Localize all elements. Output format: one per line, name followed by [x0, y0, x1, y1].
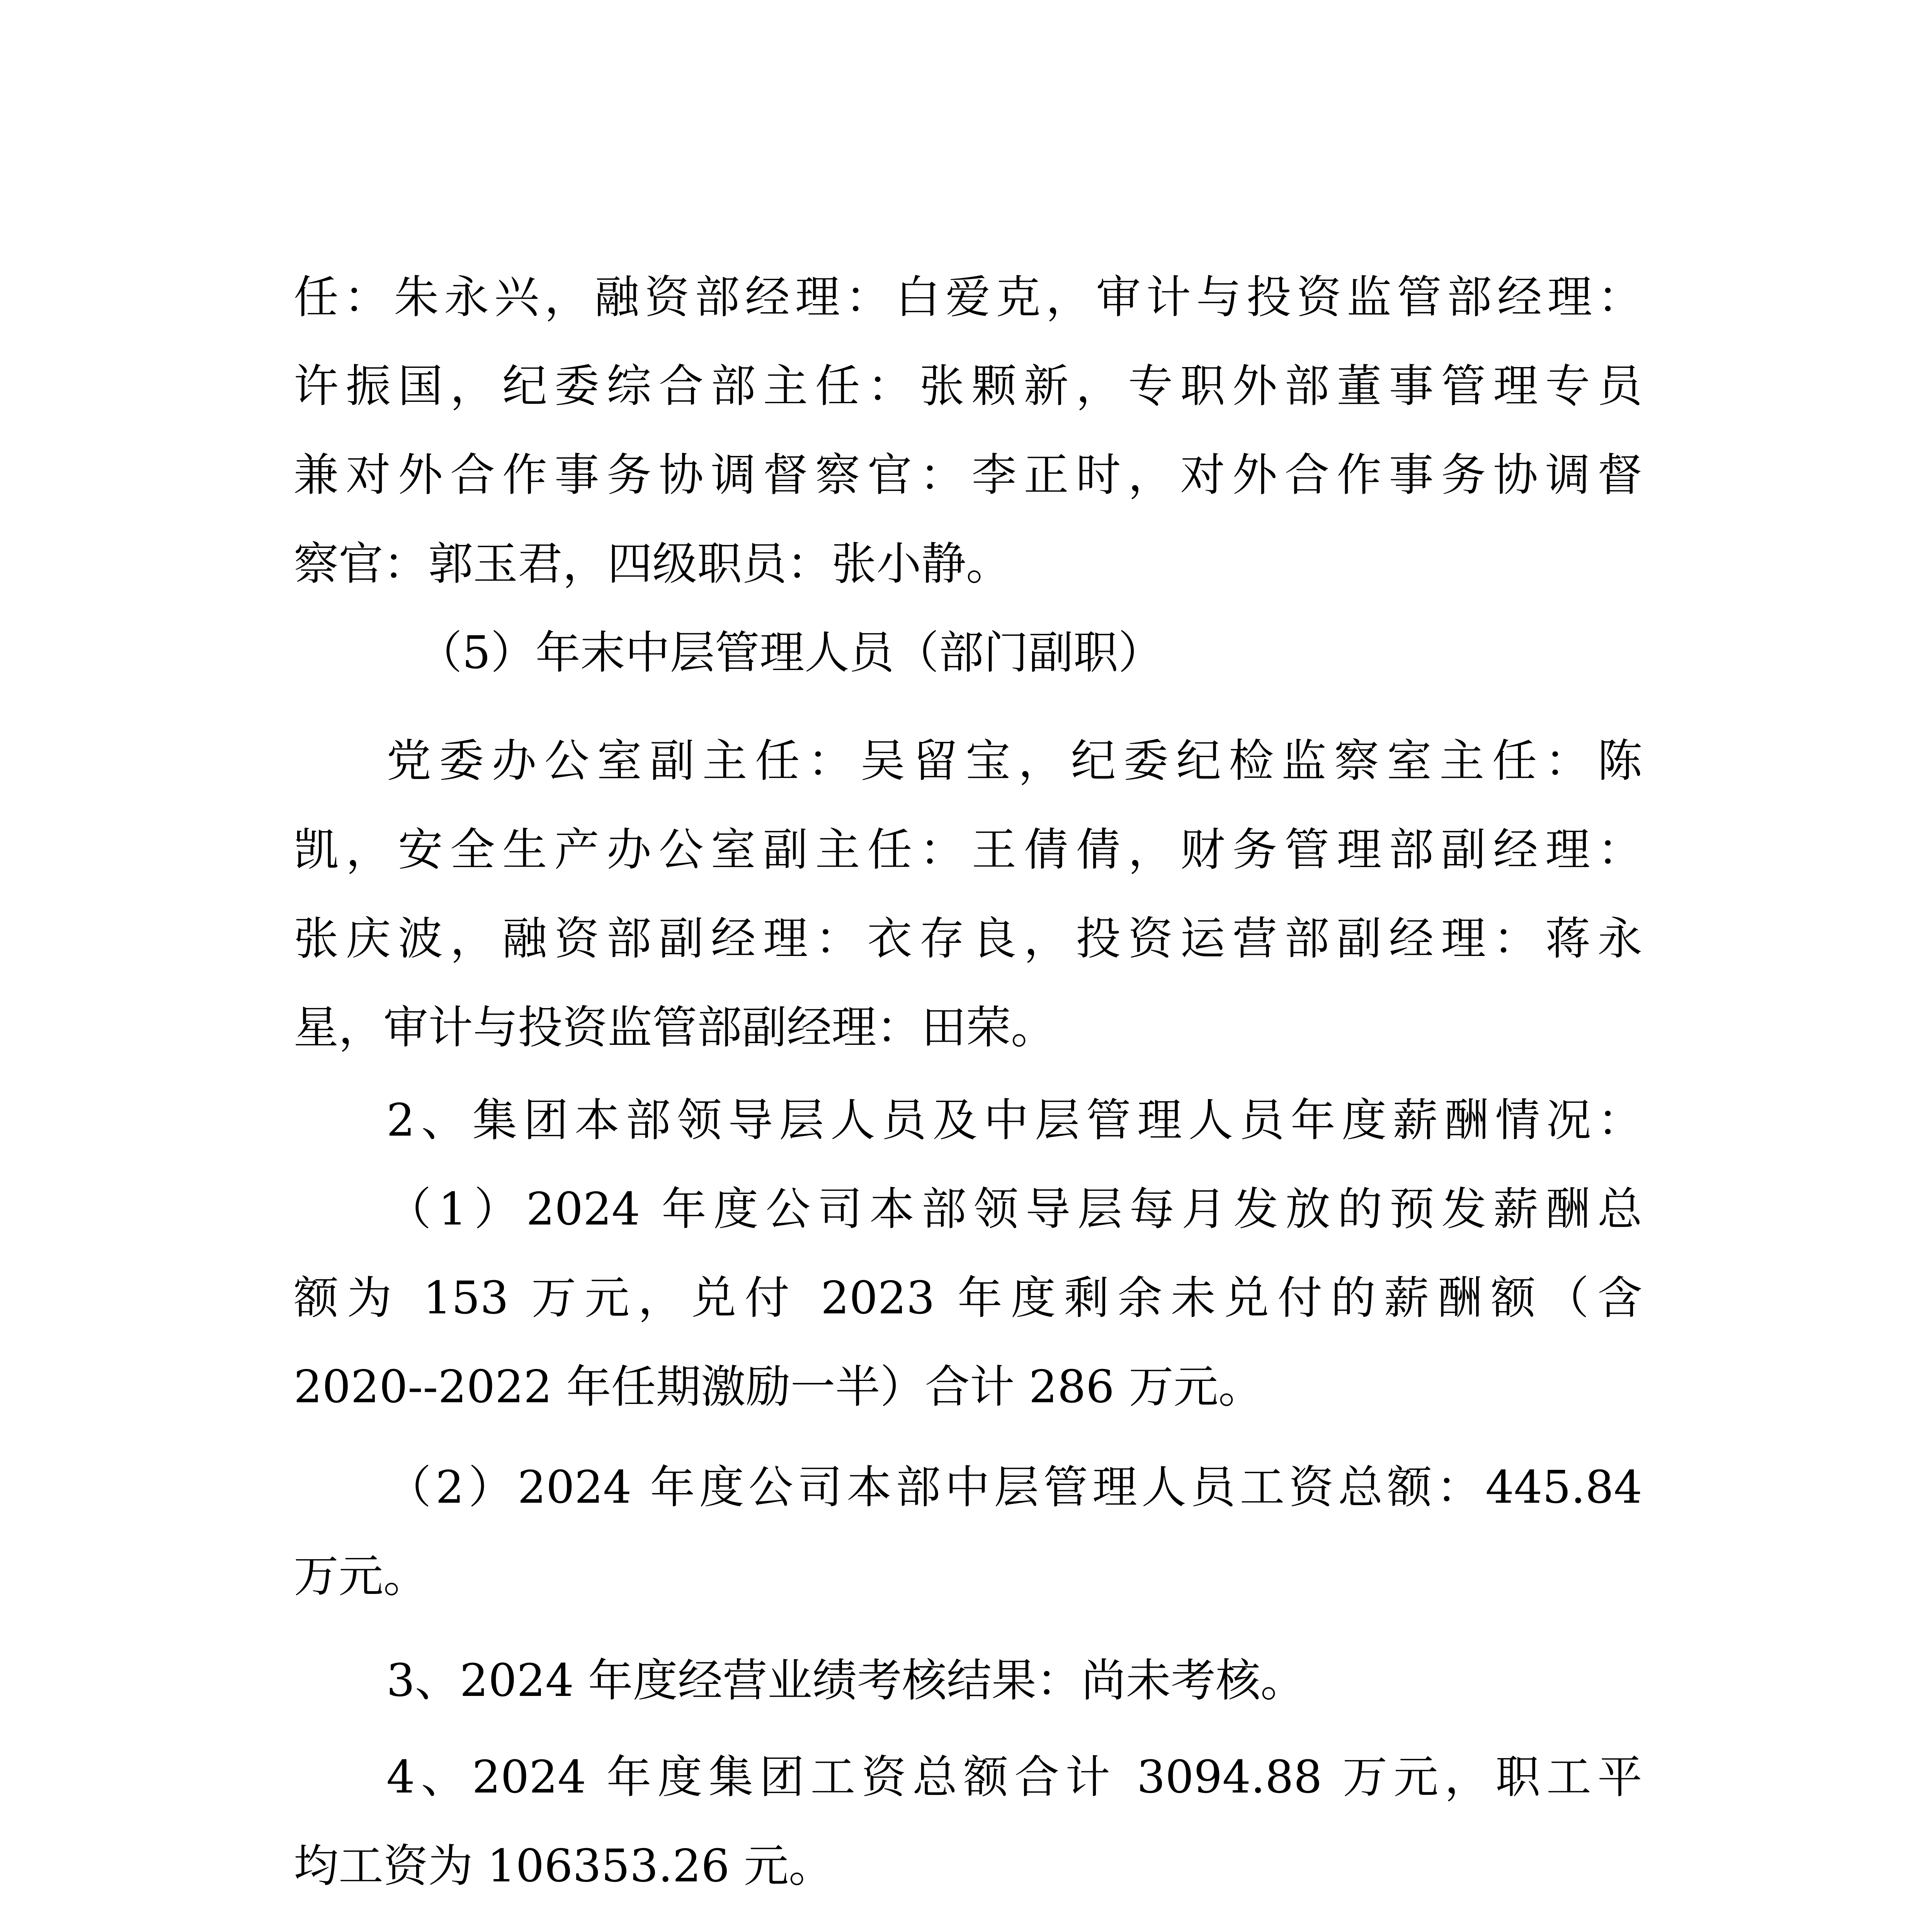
body-line: 凯，安全生产办公室副主任：王倩倩，财务管理部副经理：	[294, 824, 1642, 876]
body-line: 3、2024 年度经营业绩考核结果：尚未考核。	[386, 1655, 1305, 1707]
body-line: 张庆波，融资部副经理：衣存良，投资运营部副经理：蒋永	[294, 913, 1642, 965]
body-line: 党委办公室副主任：吴留宝，纪委纪检监察室主任：陈	[386, 735, 1642, 787]
body-line: 兼对外合作事务协调督察官：李正时，对外合作事务协调督	[294, 449, 1642, 501]
body-line: （2）2024 年度公司本部中层管理人员工资总额：445.84	[386, 1461, 1642, 1514]
body-line: （1）2024 年度公司本部领导层每月发放的预发薪酬总	[386, 1183, 1642, 1235]
body-line: 4、2024 年度集团工资总额合计 3094.88 万元，职工平	[386, 1751, 1642, 1803]
body-line: 任：朱永兴，融资部经理：白爱克，审计与投资监管部经理：	[294, 271, 1642, 323]
body-line: 万元。	[294, 1550, 428, 1602]
body-line: 许振国，纪委综合部主任：张颗新，专职外部董事管理专员	[294, 360, 1642, 412]
body-line: 均工资为 106353.26 元。	[294, 1840, 834, 1892]
section-heading: 2、集团本部领导层人员及中层管理人员年度薪酬情况：	[386, 1094, 1642, 1146]
body-line: 星，审计与投资监管部副经理：田荣。	[294, 1002, 1056, 1054]
section-heading	[417, 1922, 1642, 1932]
body-line: 察官：郭玉君，四级职员：张小静。	[294, 538, 1011, 590]
body-line: 2020--2022 年任期激励一半）合计 286 万元。	[294, 1361, 1263, 1413]
section-heading: （5）年末中层管理人员（部门副职）	[417, 627, 1163, 679]
body-line: 额为 153 万元，兑付 2023 年度剩余未兑付的薪酬额（含	[294, 1272, 1642, 1324]
